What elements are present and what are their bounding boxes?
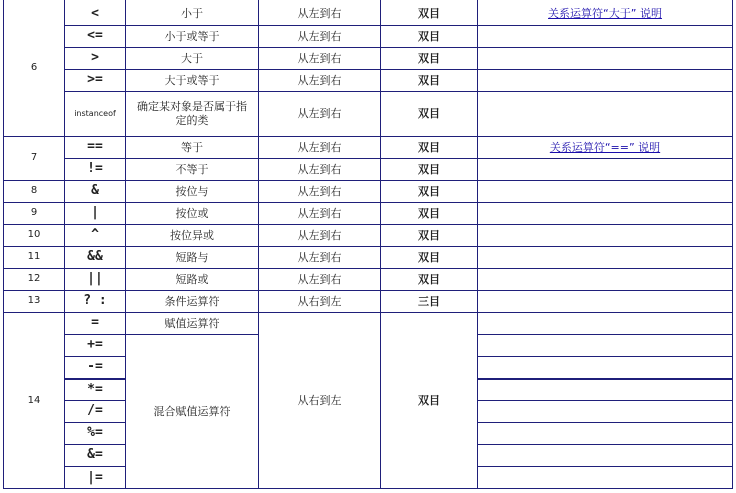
table-cell-op: & — [91, 183, 99, 199]
table-cell-op: %= — [87, 425, 103, 441]
table-cell-num: 12 — [27, 273, 41, 285]
table-cell-op: = — [91, 315, 99, 331]
table-cell-arity: 双目 — [418, 7, 440, 21]
table-cell-op: > — [91, 50, 99, 66]
table-cell-op: *= — [87, 381, 103, 397]
table-cell-desc: 按位异或 — [170, 228, 214, 242]
table-cell-desc: 短路与 — [175, 250, 209, 264]
table-cell-arity: 双目 — [418, 107, 440, 121]
table-cell-op: || — [87, 271, 103, 287]
table-cell-note — [478, 3, 732, 25]
table-cell-direction: 从左到右 — [297, 272, 342, 286]
table-cell-desc: 大于或等于 — [164, 73, 220, 87]
link-relational-greater[interactable]: 关系运算符“大于” 说明 — [548, 7, 662, 21]
table-cell-direction: 从左到右 — [297, 206, 342, 220]
table-cell-arity: 双目 — [418, 140, 440, 154]
table-cell-arity: 双目 — [418, 250, 440, 264]
table-cell-num: 10 — [27, 229, 41, 241]
table-cell-num: 7 — [30, 152, 38, 164]
table-cell-arity: 双目 — [418, 29, 440, 43]
grid-line — [477, 422, 733, 423]
table-cell-direction: 从左到右 — [297, 7, 342, 21]
table-cell-arity: 双目 — [418, 73, 440, 87]
table-cell-op: ? : — [83, 293, 107, 309]
table-cell-arity: 双目 — [418, 394, 440, 408]
table-cell-op: ^ — [91, 227, 99, 243]
table-cell-direction: 从左到右 — [297, 184, 342, 198]
table-cell-arity: 双目 — [418, 184, 440, 198]
table-cell-desc: 按位或 — [175, 206, 209, 220]
table-cell-desc: 等于 — [181, 140, 203, 154]
table-cell-op: && — [87, 249, 103, 265]
table-cell-op: &= — [87, 447, 103, 463]
table-cell-desc: 不等于 — [175, 162, 209, 176]
table-cell-desc: 赋值运算符 — [164, 316, 220, 330]
grid-line — [477, 444, 733, 445]
table-cell-desc: 小于或等于 — [164, 29, 220, 43]
table-cell-direction: 从左到右 — [297, 73, 342, 87]
table-cell-op: == — [87, 139, 103, 155]
table-cell-direction: 从右到左 — [297, 294, 342, 308]
grid-line — [477, 0, 478, 489]
table-cell-op: |= — [87, 469, 103, 485]
table-cell-num: 8 — [30, 185, 38, 197]
table-cell-desc: 大于 — [181, 51, 203, 65]
table-cell-num: 9 — [30, 207, 38, 219]
table-cell-op: instanceof — [74, 109, 116, 118]
grid-line — [477, 334, 733, 335]
table-cell-direction: 从左到右 — [297, 29, 342, 43]
table-cell-op: | — [91, 205, 99, 221]
table-cell-num: 14 — [27, 394, 41, 406]
grid-line — [477, 400, 733, 401]
table-cell-direction: 从左到右 — [297, 51, 342, 65]
table-cell-note — [478, 137, 732, 158]
grid-line — [477, 466, 733, 467]
table-cell-op: -= — [87, 359, 103, 375]
table-cell-op: += — [87, 337, 103, 353]
table-cell-num: 6 — [30, 61, 38, 73]
link-relational-equal[interactable]: 关系运算符“==” 说明 — [549, 140, 661, 154]
grid-line — [477, 356, 733, 357]
table-cell-op: < — [91, 5, 99, 21]
table-cell-desc: 短路或 — [175, 272, 209, 286]
table-cell-arity: 双目 — [418, 162, 440, 176]
table-cell-op: != — [87, 161, 103, 177]
table-cell-op: <= — [87, 28, 103, 44]
table-cell-direction: 从左到右 — [297, 107, 342, 121]
table-cell-arity: 三目 — [418, 294, 440, 308]
table-cell-direction: 从左到右 — [297, 140, 342, 154]
table-cell-desc: 确定某对象是否属于指定的类 — [137, 100, 247, 127]
table-cell-desc: 小于 — [181, 7, 203, 21]
table-cell-direction: 从左到右 — [297, 250, 342, 264]
table-cell-desc: 混合赋值运算符 — [153, 405, 231, 419]
table-cell-desc: 按位与 — [175, 184, 209, 198]
table-cell-direction: 从左到右 — [297, 162, 342, 176]
table-cell-direction: 从右到左 — [297, 394, 342, 408]
table-cell-arity: 双目 — [418, 206, 440, 220]
table-cell-direction: 从左到右 — [297, 228, 342, 242]
table-cell-num: 13 — [27, 295, 41, 307]
table-cell-op: >= — [87, 72, 103, 88]
grid-line — [477, 378, 733, 380]
table-cell-num: 11 — [27, 251, 41, 263]
table-cell-desc: 条件运算符 — [164, 294, 220, 308]
table-cell-arity: 双目 — [418, 272, 440, 286]
table-cell-op: /= — [87, 403, 103, 419]
table-cell-arity: 双目 — [418, 228, 440, 242]
table-cell-arity: 双目 — [418, 51, 440, 65]
